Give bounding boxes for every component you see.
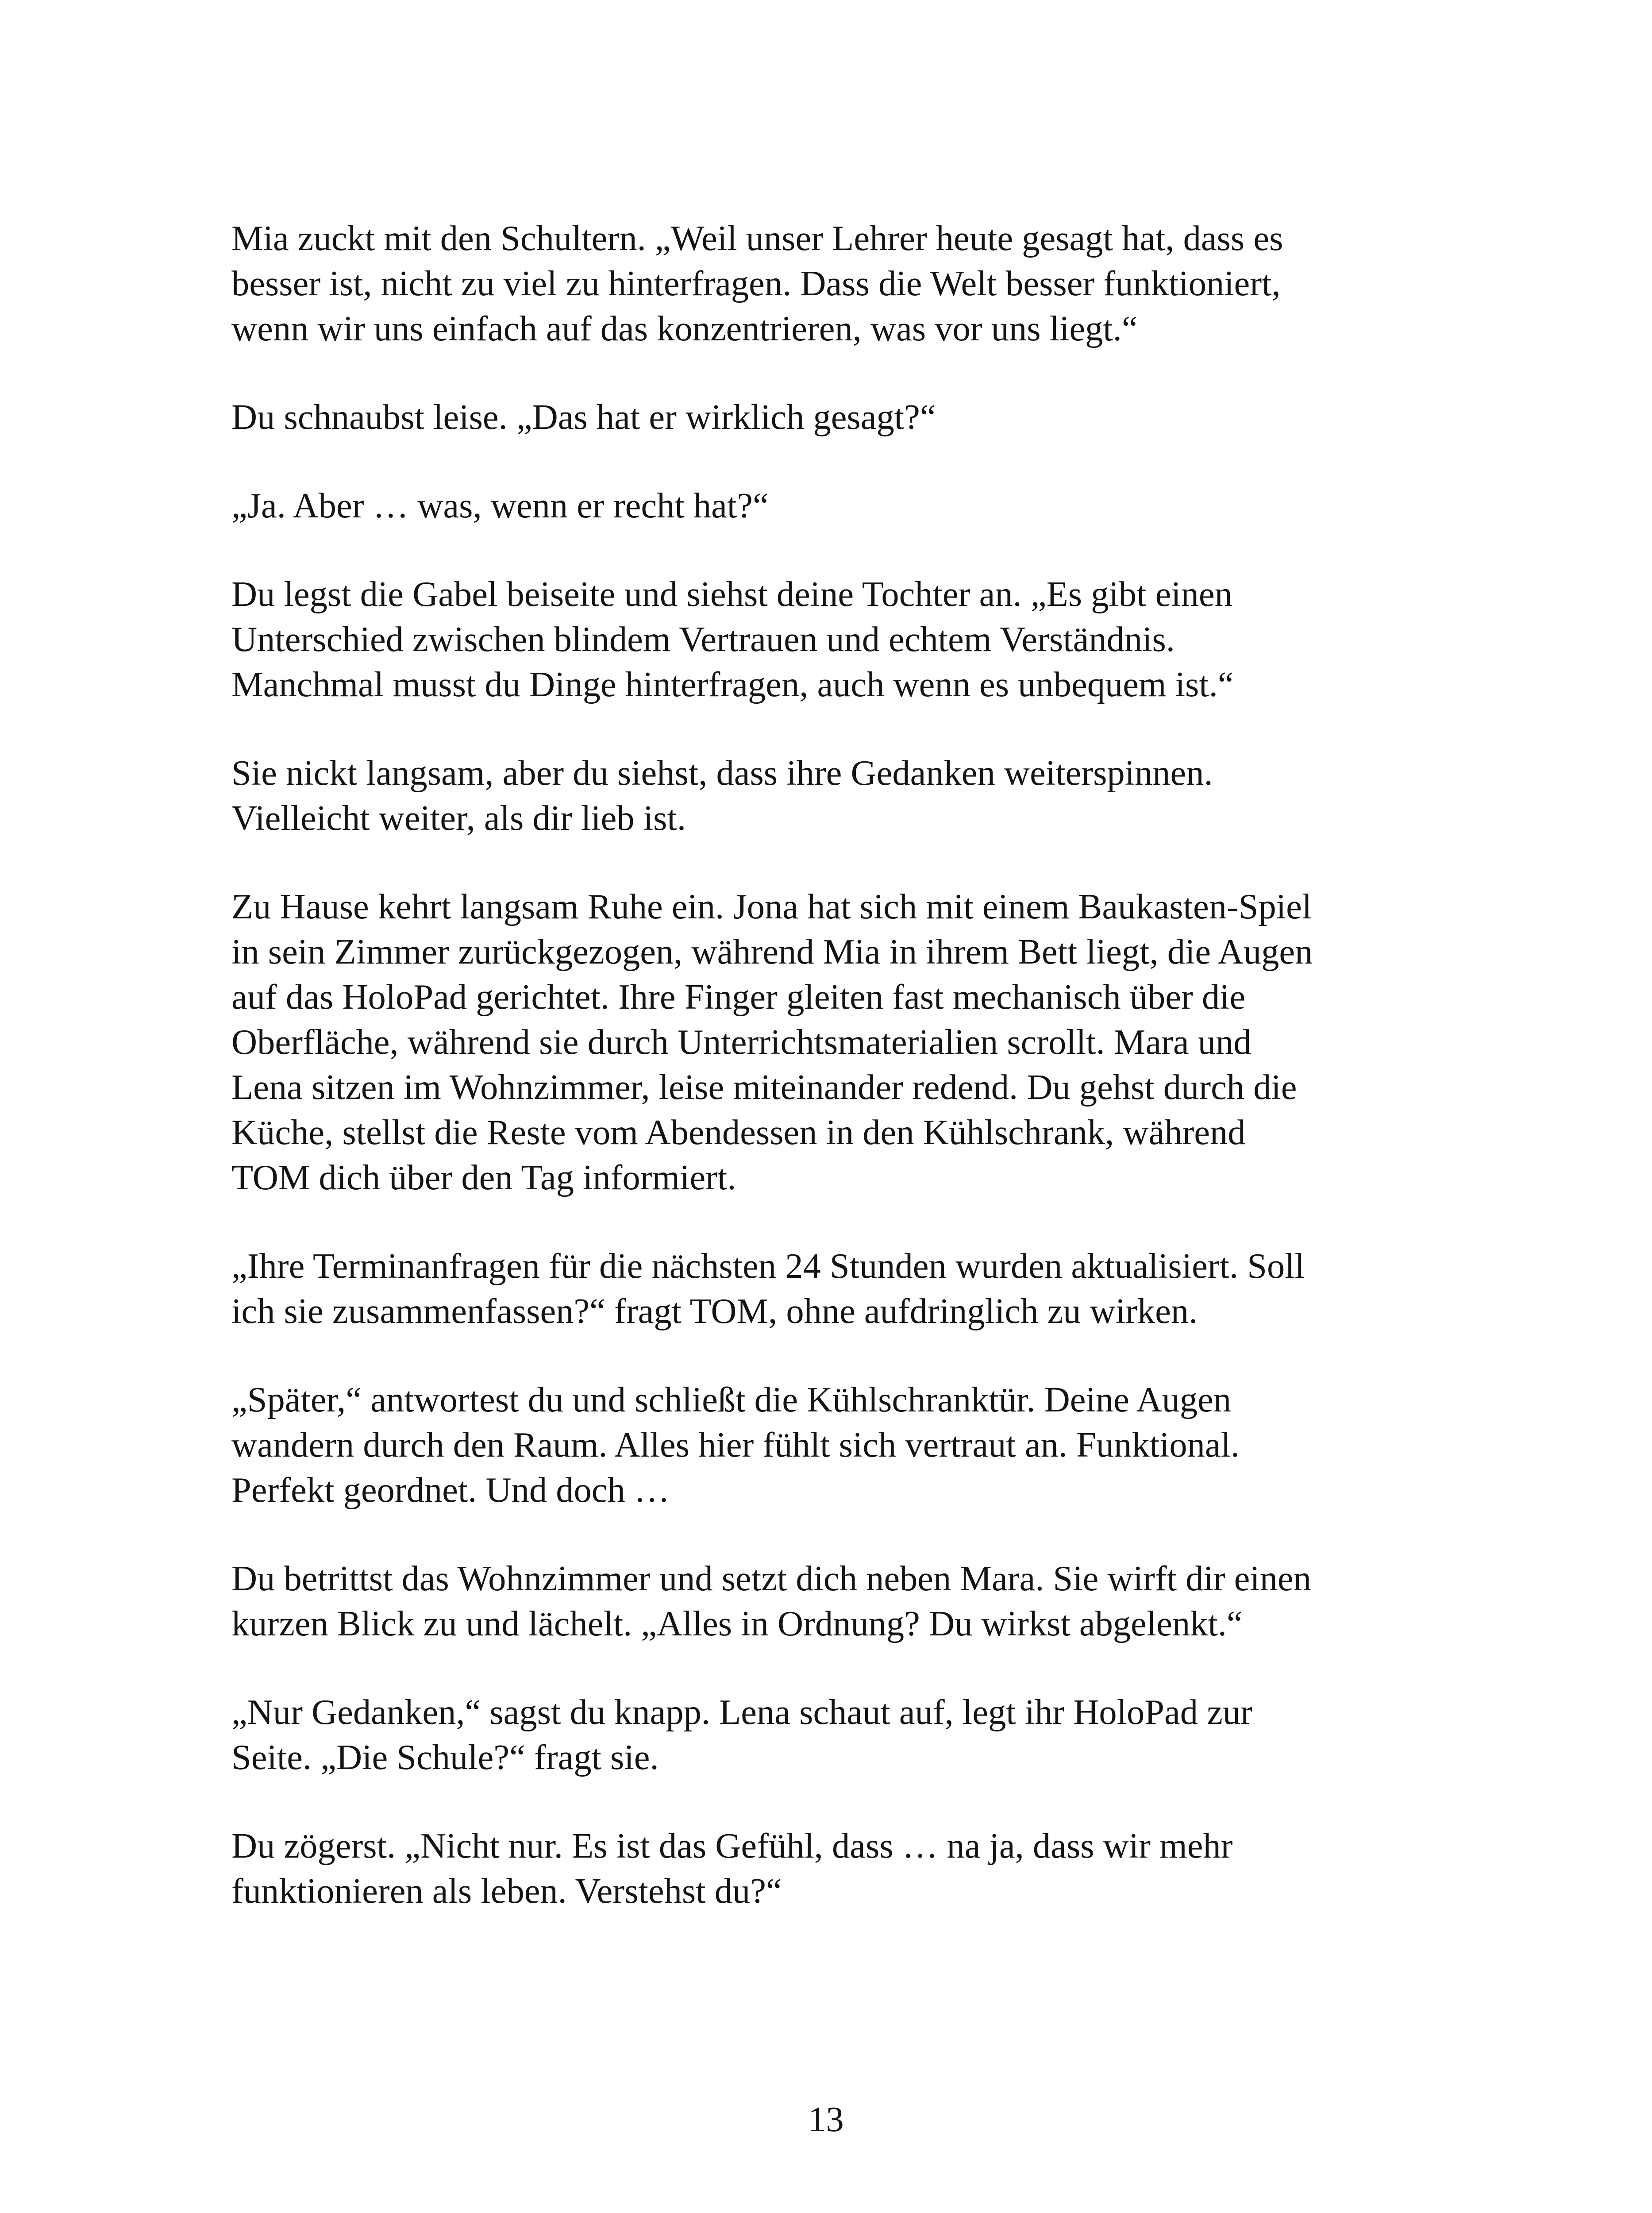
body-text (231, 216, 1435, 1957)
text-line: Sie nickt langsam, aber du siehst, dass ihre Gedanken weiterspinnen. (231, 753, 1213, 793)
text-line: „Ja. Aber … was, wenn er recht hat?“ (231, 486, 769, 525)
paragraph (231, 884, 1435, 1200)
paragraph (231, 395, 1435, 440)
text-line: Zu Hause kehrt langsam Ruhe ein. Jona hat sich mit einem Baukasten-Spiel (231, 887, 1312, 926)
paragraph (231, 216, 1435, 351)
text-line: Du betrittst das Wohnzimmer und setzt dich neben Mara. Sie wirft dir einen (231, 1559, 1311, 1598)
text-line: in sein Zimmer zurückgezogen, während Mia in ihrem Bett liegt, die Augen (231, 932, 1313, 972)
text-line: Du zögerst. „Nicht nur. Es ist das Gefühl, dass … na ja, dass wir mehr (231, 1826, 1233, 1866)
paragraph (231, 572, 1435, 707)
text-line: Seite. „Die Schule?“ fragt sie. (231, 1738, 659, 1777)
text-line: funktionieren als leben. Verstehst du?“ (231, 1871, 782, 1911)
text-line: Manchmal musst du Dinge hinterfragen, auch wenn es unbequem ist.“ (231, 665, 1234, 704)
text-line: Lena sitzen im Wohnzimmer, leise miteinander redend. Du gehst durch die (231, 1068, 1297, 1107)
text-line: Du legst die Gabel beiseite und siehst deine Tochter an. „Es gibt einen (231, 574, 1232, 614)
text-line: Unterschied zwischen blindem Vertrauen und echtem Verständnis. (231, 620, 1175, 659)
text-line: „Nur Gedanken,“ sagst du knapp. Lena schaut auf, legt ihr HoloPad zur (231, 1693, 1252, 1732)
text-line: „Später,“ antwortest du und schließt die Kühlschranktür. Deine Augen (231, 1380, 1232, 1419)
text-line: Mia zuckt mit den Schultern. „Weil unser Lehrer heute gesagt hat, dass es (231, 219, 1283, 258)
text-line: Vielleicht weiter, als dir lieb ist. (231, 798, 686, 838)
text-line: Oberfläche, während sie durch Unterrichtsmaterialien scrollt. Mara und (231, 1022, 1252, 1062)
text-line: Küche, stellst die Reste vom Abendessen in den Kühlschrank, während (231, 1113, 1246, 1152)
text-line: wenn wir uns einfach auf das konzentrieren, was vor uns liegt.“ (231, 309, 1138, 348)
paragraph (231, 1377, 1435, 1513)
text-line: kurzen Blick zu und lächelt. „Alles in Ordnung? Du wirkst abgelenkt.“ (231, 1604, 1243, 1643)
paragraph (231, 1690, 1435, 1780)
text-line: TOM dich über den Tag informiert. (231, 1158, 736, 1197)
paragraph (231, 483, 1435, 528)
text-line: ich sie zusammenfassen?“ fragt TOM, ohne aufdringlich zu wirken. (231, 1292, 1198, 1331)
paragraph (231, 1244, 1435, 1334)
text-line: auf das HoloPad gerichtet. Ihre Finger gleiten fast mechanisch über die (231, 977, 1246, 1017)
text-line: Du schnaubst leise. „Das hat er wirklich gesagt?“ (231, 397, 936, 437)
text-line: Perfekt geordnet. Und doch … (231, 1470, 670, 1510)
paragraph (231, 751, 1435, 841)
page-number: 13 (808, 2100, 844, 2139)
text-line: wandern durch den Raum. Alles hier fühlt sich vertraut an. Funktional. (231, 1425, 1240, 1465)
paragraph (231, 1556, 1435, 1646)
text-line: besser ist, nicht zu viel zu hinterfragen. Dass die Welt besser funktioniert, (231, 264, 1281, 303)
paragraph (231, 1824, 1435, 1914)
text-line: „Ihre Terminanfragen für die nächsten 24 Stunden wurden aktualisiert. Soll (231, 1246, 1305, 1286)
